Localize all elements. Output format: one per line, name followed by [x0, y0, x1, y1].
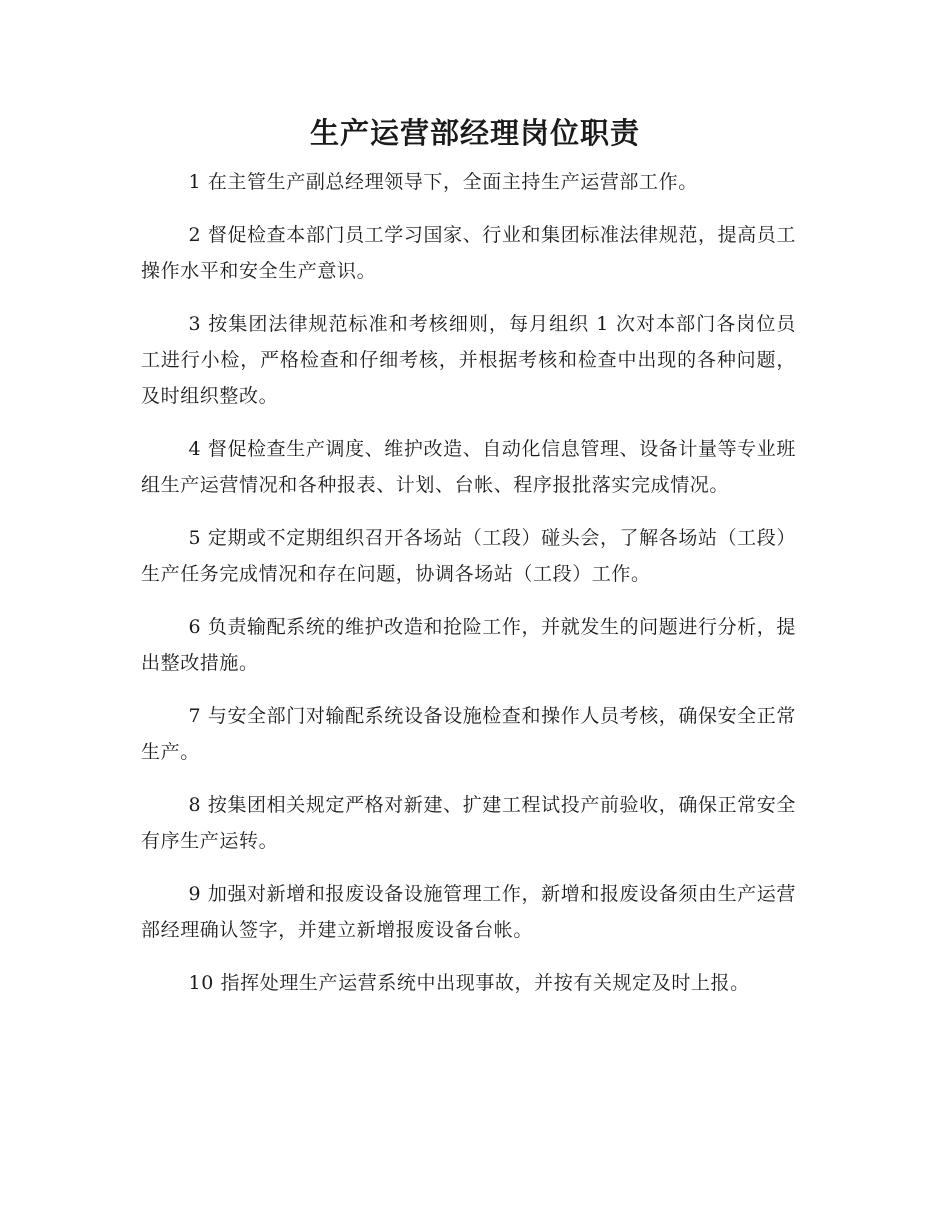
paragraph-2: 2 督促检查本部门员工学习国家、行业和集团标准法律规范，提高员工操作水平和安全生产意识。 — [141, 224, 796, 282]
paragraph-10: 10 指挥处理生产运营系统中出现事故，并按有关规定及时上报。 — [188, 972, 750, 994]
paragraph-5: 5 定期或不定期组织召开各场站（工段）碰头会，了解各场站（工段）生产任务完成情况和存在问题，协调各场站（工段）工作。 — [141, 527, 796, 585]
document-title: 生产运营部经理岗位职责 — [309, 116, 640, 150]
paragraph-3: 3 按集团法律规范标准和考核细则，每月组织 1 次对本部门各岗位员工进行小检，严格检查和仔细考核，并根据考核和检查中出现的各种问题，及时组织整改。 — [141, 313, 796, 407]
paragraph-4: 4 督促检查生产调度、维护改造、自动化信息管理、设备计量等专业班组生产运营情况和各种报表、计划、台帐、程序报批落实完成情况。 — [141, 438, 796, 496]
paragraph-9: 9 加强对新增和报废设备设施管理工作，新增和报废设备须由生产运营部经理确认签字，并建立新增报废设备台帐。 — [141, 883, 796, 941]
paragraph-8: 8 按集团相关规定严格对新建、扩建工程试投产前验收，确保正常安全有序生产运转。 — [141, 794, 796, 852]
paragraph-7: 7 与安全部门对输配系统设备设施检查和操作人员考核，确保安全正常生产。 — [141, 705, 796, 763]
paragraph-6: 6 负责输配系统的维护改造和抢险工作，并就发生的问题进行分析，提出整改措施。 — [141, 616, 796, 674]
document-body — [141, 164, 796, 1018]
paragraph-1: 1 在主管生产副总经理领导下，全面主持生产运营部工作。 — [188, 171, 698, 193]
